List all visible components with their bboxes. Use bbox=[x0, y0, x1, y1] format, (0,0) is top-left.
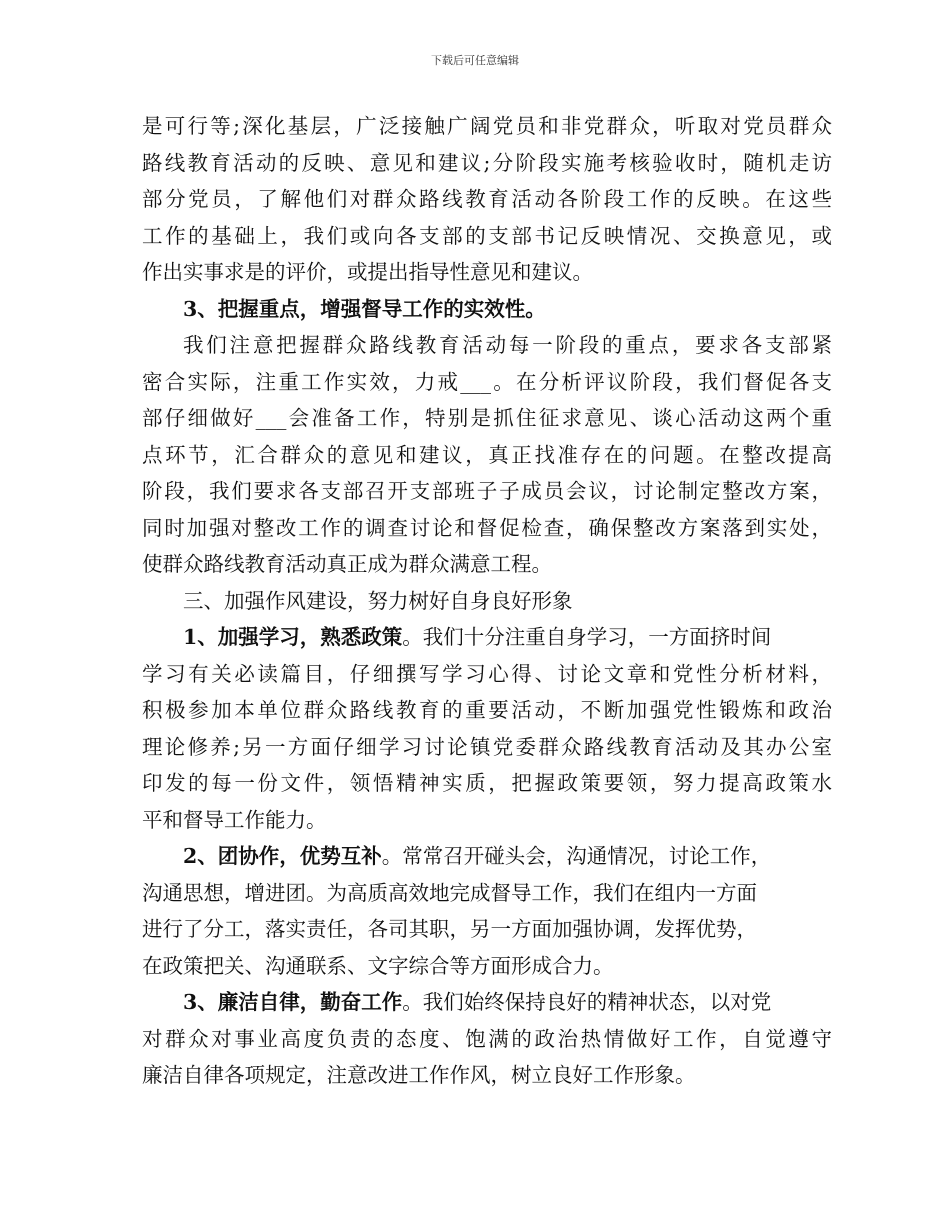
text-line: 在政策把关、沟通联系、文字综合等方面形成合力。 bbox=[142, 953, 614, 978]
text-line: 印发的每一份文件，领悟精神实质，把握政策要领，努力提高政策水 bbox=[142, 771, 832, 795]
section-heading: 三、加强作风建设，努力树好自身良好形象 bbox=[183, 588, 573, 613]
document-body bbox=[142, 108, 832, 1094]
text-line: 阶段，我们要求各支部召开支部班子子成员会议，讨论制定整改方案， bbox=[142, 479, 832, 503]
text-line: 平和督导工作能力。 bbox=[142, 807, 327, 832]
text-line: 学习有关必读篇目，仔细撰写学习心得、讨论文章和党性分析材料， bbox=[142, 661, 832, 686]
text-line: 廉洁自律各项规定，注意改进工作作风，树立良好工作形象。 bbox=[142, 1063, 696, 1087]
text-line: 我们注意把握群众路线教育活动每一阶段的重点，要求各支部紧 bbox=[183, 333, 832, 357]
paragraph-text: 。常常召开碰头会，沟通情况，讨论工作， bbox=[381, 844, 772, 868]
text-line: 积极参加本单位群众路线教育的重要活动，不断加强党性锻炼和政治 bbox=[142, 698, 832, 722]
text-line: 是可行等;深化基层，广泛接触广阔党员和非党群众，听取对党员群众 bbox=[142, 114, 832, 138]
text-line: 进行了分工，落实责任，各司其职，另一方面加强协调，发挥优势， bbox=[142, 917, 757, 941]
paragraph-first-line bbox=[142, 838, 832, 875]
paragraph-lead: 1、加强学习，熟悉政策 bbox=[183, 625, 403, 649]
text-line: 部分党员，了解他们对群众路线教育活动各阶段工作的反映。在这些 bbox=[142, 187, 832, 211]
paragraph-lead: 3、廉洁自律，勤奋工作 bbox=[183, 990, 403, 1014]
text-line: 理论修养;另一方面仔细学习讨论镇党委群众路线教育活动及其办公室 bbox=[142, 734, 832, 759]
text-line: 工作的基础上，我们或向各支部的支部书记反映情况、交换意见，或 bbox=[142, 223, 832, 248]
paragraph-first-line bbox=[142, 984, 832, 1021]
page-header: 下载后可任意编辑 bbox=[431, 54, 519, 67]
paragraph-text: 。我们始终保持良好的精神状态，以对党 bbox=[402, 990, 772, 1014]
paragraph-first-line bbox=[142, 619, 832, 656]
text-line: 使群众路线教育活动真正成为群众满意工程。 bbox=[142, 552, 552, 576]
text-line: 对群众对事业高度负责的态度、饱满的政治热情做好工作，自觉遵守 bbox=[142, 1026, 832, 1051]
text-line: 密合实际，注重工作实效，力戒___。在分析评议阶段，我们督促各支 bbox=[142, 369, 832, 394]
text-line: 作出实事求是的评价，或提出指导性意见和建议。 bbox=[142, 260, 593, 284]
text-line: 路线教育活动的反映、意见和建议;分阶段实施考核验收时，随机走访 bbox=[142, 150, 832, 175]
paragraph-text: 。我们十分注重自身学习，一方面挤时间 bbox=[402, 625, 772, 649]
paragraph-lead: 2、团协作，优势互补 bbox=[183, 844, 382, 868]
section-heading: 3、把握重点，增强督导工作的实效性。 bbox=[183, 296, 546, 321]
text-line: 点环节，汇合群众的意见和建议，真正找准存在的问题。在整改提高 bbox=[142, 442, 832, 467]
text-line: 同时加强对整改工作的调查讨论和督促检查，确保整改方案落到实处， bbox=[142, 515, 832, 540]
text-line: 部仔细做好___会准备工作，特别是抓住征求意见、谈心活动这两个重 bbox=[142, 406, 832, 430]
text-line: 沟通思想，增进团。为高质高效地完成督导工作，我们在组内一方面 bbox=[142, 880, 757, 905]
